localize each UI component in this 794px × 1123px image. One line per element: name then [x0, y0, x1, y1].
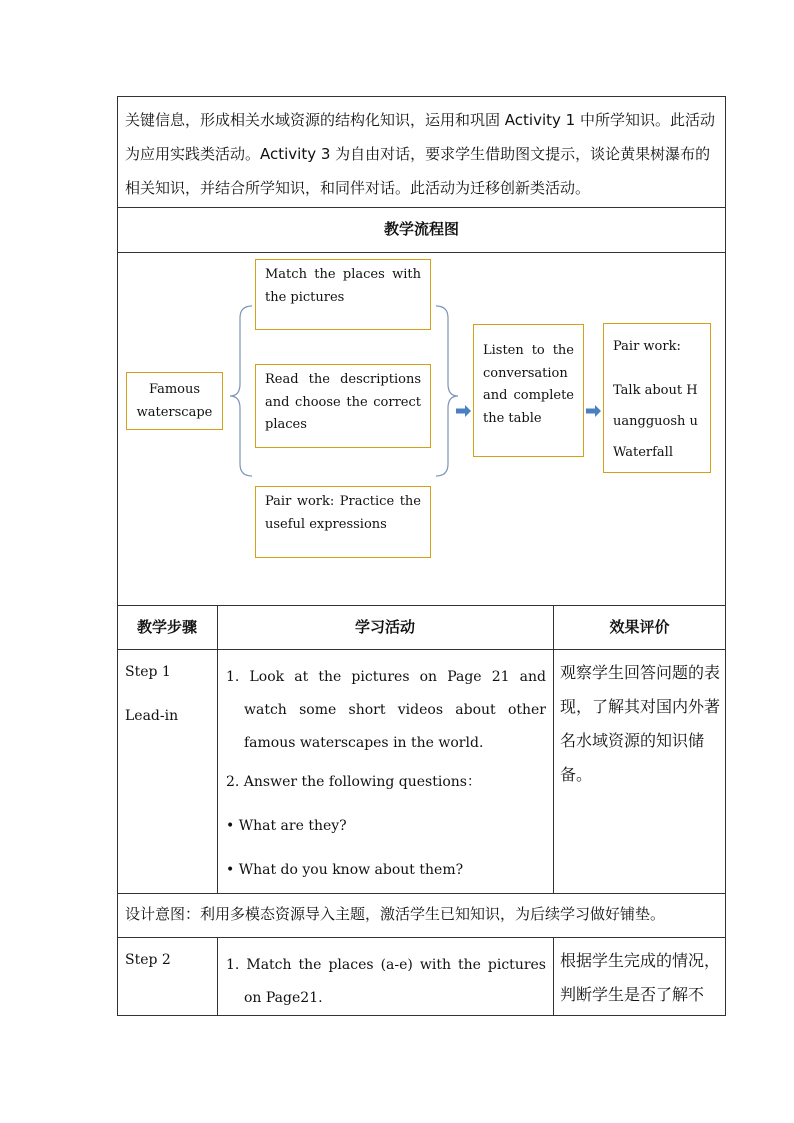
step1-name: Lead-in: [125, 708, 179, 724]
table-rule: [117, 893, 726, 894]
intro-paragraph: 关键信息，形成相关水域资源的结构化知识，运用和巩固 Activity 1 中所学知识。此活动为应用实践类活动。Activity 3 为自由对话，要求学生借助图文提示，谈论黄果树瀑布的相关知识，并结合所学知识，和同伴对话。此活动为迁移创新类活动。: [125, 111, 715, 197]
arrow-right-icon: [586, 405, 602, 417]
right-brace: [432, 300, 462, 500]
left-brace: [226, 300, 256, 500]
table-rule: [117, 252, 726, 253]
step1-item1: 1. Look at the pictures on Page 21 and watch some short videos about other famous waterscapes in the world.: [226, 669, 546, 751]
arrow-right-icon: [456, 405, 472, 417]
flow-pair-text: Talk about Huangguosh u Waterfall: [613, 383, 698, 460]
flow-branch3-label: Pair work: Practice the useful expressions: [265, 494, 421, 532]
flow-branch3-box: [255, 486, 431, 558]
step2-item1: 1. Match the places (a-e) with the pictures on Page21.: [226, 957, 546, 1006]
table-rule: [117, 649, 726, 650]
flow-pair-box: [603, 323, 711, 473]
flow-branch2-box: [255, 364, 431, 448]
flow-listen-box: [473, 324, 584, 457]
step2-label: Step 2: [125, 952, 171, 968]
table-rule: [553, 937, 554, 1016]
step1-item2: 2. Answer the following questions：: [226, 774, 481, 790]
step1-label: Step 1: [125, 664, 171, 680]
flow-pair-heading: Pair work:: [613, 339, 681, 354]
flow-branch2-label: Read the descriptions and choose the correct places: [265, 372, 421, 432]
step1-bullet1-row: [226, 815, 347, 837]
design-intent: 设计意图：利用多模态资源导入主题，激活学生已知知识，为后续学习做好铺垫。: [125, 905, 666, 923]
table-rule: [117, 937, 726, 938]
header-steps: 教学步骤: [136, 618, 197, 636]
table-rule: [117, 605, 726, 606]
step2-evaluation: 根据学生完成的情况，判断学生是否了解不: [560, 951, 721, 1004]
bullet-icon: •: [226, 818, 235, 834]
header-evaluation: 效果评价: [609, 618, 670, 636]
step1-bullet1: What are they?: [238, 818, 347, 834]
table-rule: [553, 605, 554, 893]
flow-start-label: Famous waterscape: [136, 382, 213, 420]
table-rule: [217, 937, 218, 1016]
table-rule: [217, 605, 218, 893]
flow-branch1-label: Match the places with the pictures: [265, 267, 421, 305]
flow-branch1-box: [255, 259, 431, 330]
flow-start-box: [126, 372, 223, 430]
bullet-icon: •: [226, 862, 235, 878]
flowchart-title: 教学流程图: [383, 220, 459, 238]
step1-bullet2: What do you know about them?: [238, 862, 464, 878]
step1-bullet2-row: [226, 859, 463, 881]
table-rule: [117, 207, 726, 208]
flow-listen-label: Listen to the conversation and complete the table: [483, 343, 574, 426]
step1-evaluation: 观察学生回答问题的表现，了解其对国内外著名水域资源的知识储备。: [560, 663, 721, 784]
header-activities: 学习活动: [354, 618, 415, 636]
